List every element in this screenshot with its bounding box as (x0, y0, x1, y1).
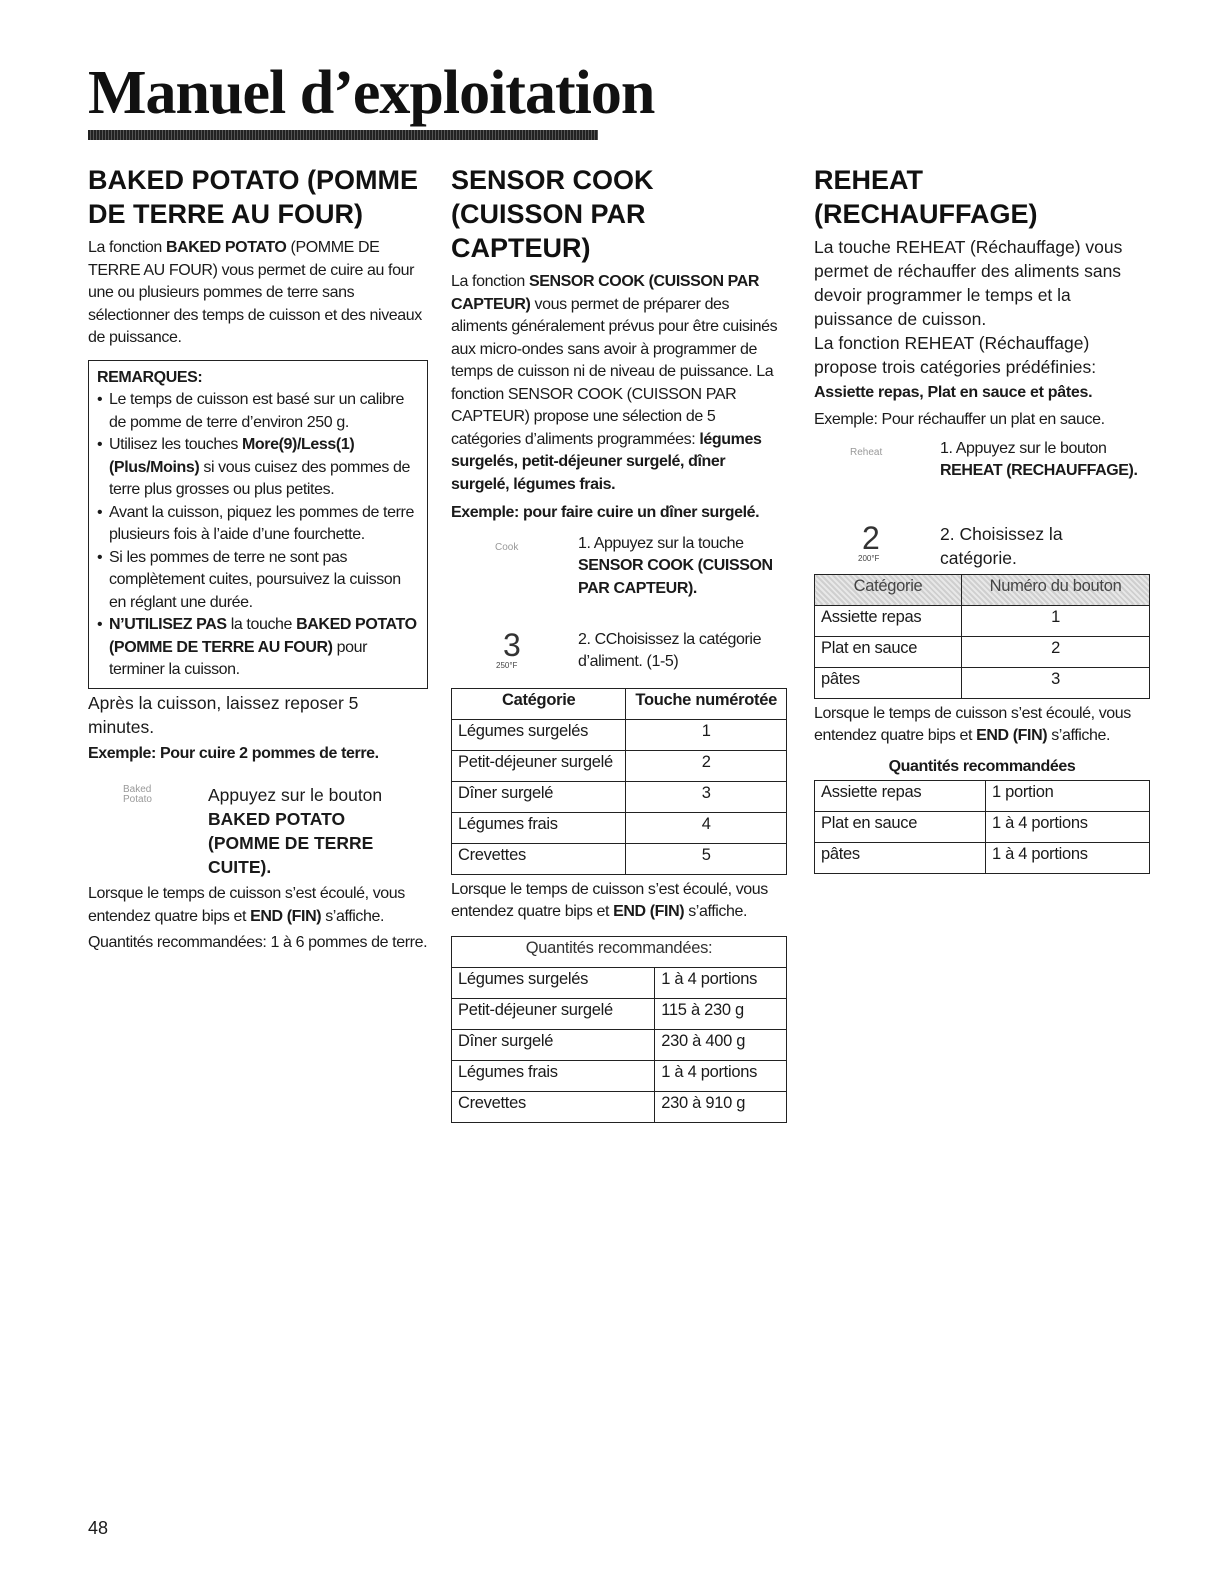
table-header: Catégorie (815, 574, 962, 605)
table-row: Légumes surgelés 1 à 4 portions (452, 967, 787, 998)
table-row: Dîner surgelé 3 (452, 781, 787, 812)
section-heading: SENSOR COOK (CUISSON PAR CAPTEUR) (451, 165, 654, 263)
steps-reheat (814, 438, 1150, 568)
quantity-note: Quantités recommandées: 1 à 6 pommes de terre. (88, 934, 428, 951)
temperature-label: 250°F (496, 660, 518, 670)
table-row: Crevettes 230 à 910 g (452, 1091, 787, 1122)
category-table (451, 688, 787, 875)
rest-note: Après la cuisson, laissez reposer 5 minutes. (88, 692, 359, 737)
step-instruction: Appuyez sur le bouton BAKED POTATO (POMME DE TERRE CUITE). (208, 785, 383, 877)
end-note: Lorsque le temps de cuisson s’est écoulé, vous entendez quatre bips et END (FIN) s’affiche. (88, 885, 405, 925)
step-1: 1. Appuyez sur la touche SENSOR COOK (CUISSON PAR CAPTEUR). (578, 534, 773, 597)
table-row: Légumes frais 1 à 4 portions (452, 1060, 787, 1091)
step-1: 1. Appuyez sur le bouton REHEAT (RECHAUFFAGE). (940, 439, 1138, 479)
step-2: 2. Choisissez la catégorie. (940, 523, 1063, 568)
table-row: Assiette repas 1 portion (815, 781, 1150, 812)
section-heading: BAKED POTATO (POMME DE TERRE AU FOUR) (88, 165, 418, 229)
cook-key-label: Cook (495, 541, 519, 553)
note-item: • Avant la cuisson, piquez les pommes de terre plusieurs fois à l’aide d’une fourchette. (97, 502, 421, 547)
intro-paragraph: La fonction BAKED POTATO (POMME DE TERRE AU FOUR) vous permet de cuire au four une ou plusieurs pommes de terre sans sélectionner des temps de cuisson et des niveaux de puissance. (88, 239, 422, 346)
note-item: • Si les pommes de terre ne sont pas complètement cuites, poursuivez la cuisson en réglant une durée. (97, 547, 421, 615)
temperature-label: 200°F (858, 553, 880, 563)
title-rule (88, 130, 598, 140)
reheat-key-label: Reheat (850, 446, 883, 458)
section-baked-potato (88, 163, 428, 955)
page-number: 48 (88, 1518, 109, 1538)
step-baked-potato (88, 777, 428, 877)
step-2: 2. CChoisissez la catégorie d’aliment. (1-5) (578, 630, 762, 670)
section-reheat (814, 163, 1150, 874)
example-label: Exemple: Pour cuire 2 pommes de terre. (88, 744, 379, 762)
number-key-digit: 3 (503, 626, 521, 663)
page-title: Manuel d’exploitation (88, 59, 655, 127)
table-row: Légumes surgelés 1 (452, 719, 787, 750)
end-note: Lorsque le temps de cuisson s’est écoulé, vous entendez quatre bips et END (FIN) s’affiche. (451, 880, 768, 920)
intro-paragraph-2: La fonction REHEAT (Réchauffage) propose trois catégories prédéfinies: Assiette repas, Plat en sauce et pâtes. (814, 333, 1097, 401)
intro-paragraph: La fonction SENSOR COOK (CUISSON PAR CAPTEUR) vous permet de préparer des aliments généralement prévus pour être cuisinés aux micro-ondes sans avoir à programmer de temps de cuisson ni de niveau de puissance. La fonction SENSOR COOK (CUISSON PAR CAPTEUR) propose une sélection de 5 catégories d’aliments programmées: légumes surgelés, petit-déjeuner surgelé, dîner surgelé, légumes frais. (451, 273, 778, 493)
section-sensor-cook (451, 163, 787, 1123)
table-row: Dîner surgelé 230 à 400 g (452, 1029, 787, 1060)
example-label: Exemple: pour faire cuire un dîner surgelé. (451, 504, 760, 521)
intro-paragraph: La touche REHEAT (Réchauffage) vous permet de réchauffer des aliments sans devoir programmer le temps et la puissance de cuisson. (814, 237, 1123, 329)
category-table (814, 574, 1150, 699)
table-row: Légumes frais 4 (452, 812, 787, 843)
notes-title: REMARQUES: (97, 368, 203, 386)
table-header: Catégorie (452, 688, 626, 719)
table-row: pâtes 1 à 4 portions (815, 843, 1150, 874)
table-row: Plat en sauce 1 à 4 portions (815, 812, 1150, 843)
table-row: pâtes 3 (815, 667, 1150, 698)
baked-potato-key-label: Baked Potato (123, 784, 152, 805)
number-key-digit: 2 (862, 519, 880, 556)
note-item: • N’UTILISEZ PAS la touche BAKED POTATO (POMME DE TERRE AU FOUR) pour terminer la cuisson. (97, 614, 421, 682)
table-header: Touche numérotée (626, 688, 787, 719)
table-header: Numéro du bouton (962, 574, 1150, 605)
table-row: Petit-déjeuner surgelé 2 (452, 750, 787, 781)
steps-sensor-cook (451, 533, 787, 688)
quantity-table (451, 936, 787, 1123)
table-row: Petit-déjeuner surgelé 115 à 230 g (452, 998, 787, 1029)
notes-box (88, 360, 428, 689)
quantity-table (814, 780, 1150, 874)
end-note: Lorsque le temps de cuisson s’est écoulé, vous entendez quatre bips et END (FIN) s’affiche. (814, 704, 1131, 744)
table-row: Plat en sauce 2 (815, 636, 1150, 667)
note-item: • Le temps de cuisson est basé sur un calibre de pomme de terre d’environ 250 g. (97, 389, 421, 434)
table-row: Crevettes 5 (452, 843, 787, 874)
table-row: Assiette repas 1 (815, 605, 1150, 636)
example-label: Exemple: Pour réchauffer un plat en sauce. (814, 411, 1105, 428)
table-title: Quantités recommandées: (452, 936, 787, 967)
quantity-title: Quantités recommandées (888, 757, 1076, 775)
section-heading: REHEAT (RECHAUFFAGE) (814, 165, 1038, 229)
note-item: • Utilisez les touches More(9)/Less(1) (Plus/Moins) si vous cuisez des pommes de terre plus grosses ou plus petites. (97, 434, 421, 502)
